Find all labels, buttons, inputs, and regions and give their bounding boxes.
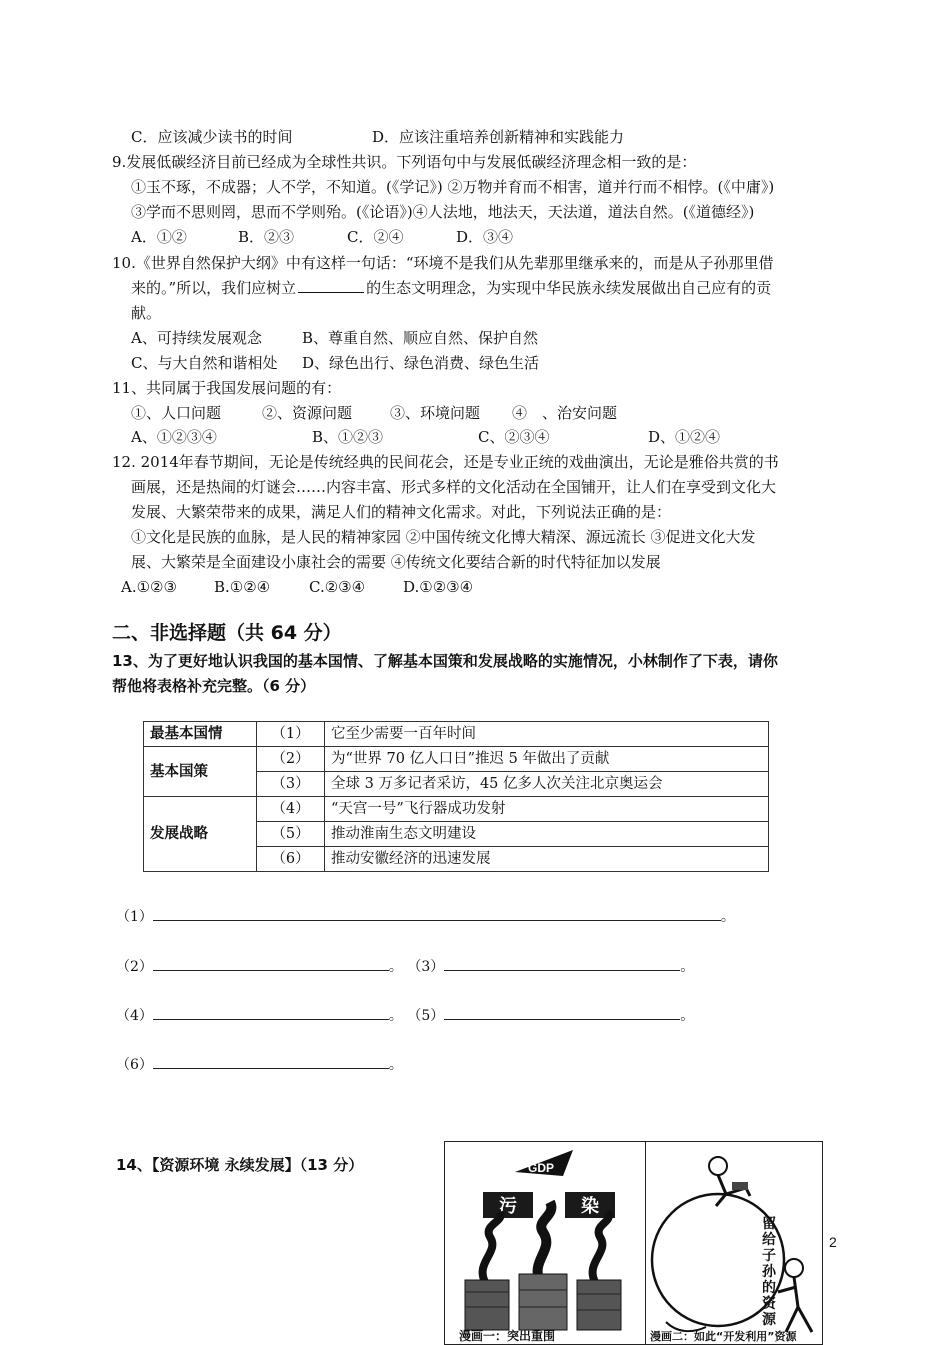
table-text: 它至少需要一百年时间 bbox=[325, 722, 769, 747]
table-row bbox=[144, 747, 769, 772]
table-num: （5） bbox=[257, 822, 325, 847]
q9-option-c: C．②④ bbox=[347, 228, 404, 246]
q13-line1: 13、为了更好地认识我国的基本国情、了解基本国策和发展战略的实施情况，小林制作了下表，请你 bbox=[112, 652, 778, 670]
q10-line1: 10.《世界自然保护大纲》中有这样一句话：“环境不是我们从先辈那里继承来的，而是从子孙那里借 bbox=[112, 254, 774, 272]
answer-line-6: （6） 。 bbox=[116, 1053, 403, 1078]
cartoon-2-vertical-text: 留给子孙的资源 bbox=[762, 1216, 776, 1328]
q12-line1: 12. 2014年春节期间，无论是传统经典的民间花会，还是专业正统的戏曲演出，无论是雅俗共赏的书 bbox=[112, 453, 779, 471]
cartoon-1-word-1: 污 bbox=[499, 1196, 517, 1217]
answer-blank-4[interactable] bbox=[153, 1005, 389, 1020]
cartoon-1-illustration bbox=[445, 1142, 645, 1344]
table-text: 推动安徽经济的迅速发展 bbox=[325, 847, 769, 872]
q11-option-c: C、②③④ bbox=[478, 428, 550, 446]
table-label-basic-condition: 最基本国情 bbox=[144, 722, 257, 747]
q9-option-b: B．②③ bbox=[238, 228, 295, 246]
q10-option-d: D、绿色出行、绿色消费、绿色生活 bbox=[302, 354, 540, 372]
table-text: 为“世界 70 亿人口日”推迟 5 年做出了贡献 bbox=[325, 747, 769, 772]
table-num: （6） bbox=[257, 847, 325, 872]
page-number: 2 bbox=[829, 1234, 837, 1250]
q13-line2: 帮他将表格补充完整。（6 分） bbox=[112, 677, 316, 695]
cartoon-1-caption: 漫画一：突出重围 bbox=[459, 1329, 556, 1343]
q12-option-d: D.①②③④ bbox=[403, 578, 474, 596]
table-num: （3） bbox=[257, 772, 325, 797]
cartoon-1-picture bbox=[444, 1141, 646, 1345]
table-num: （1） bbox=[257, 722, 325, 747]
cartoon-2-illustration bbox=[646, 1142, 822, 1344]
q9-option-d: D．③④ bbox=[456, 228, 514, 246]
q11-item-4: ④ 、治安问题 bbox=[512, 404, 618, 422]
q9-line1: ①玉不琢，不成器；人不学，不知道。(《学记》) ②万物并育而不相害，道并行而不相悖。(《中庸》) bbox=[131, 178, 775, 196]
q12-line2: 画展，还是热闹的灯谜会……内容丰富、形式多样的文化活动在全国铺开，让人们在享受到文化大 bbox=[131, 478, 777, 496]
q10-line2-before: 来的。”所以，我们应树立 bbox=[131, 279, 297, 297]
answer-line-1: （1） 。 bbox=[116, 905, 735, 930]
answer-blank-1[interactable] bbox=[153, 906, 721, 921]
q9-stem: 9.发展低碳经济目前已经成为全球性共识。下列语句中与发展低碳经济理念相一致的是： bbox=[112, 153, 697, 171]
q12-option-c: C.②③④ bbox=[309, 578, 366, 596]
table-num: （4） bbox=[257, 797, 325, 822]
cartoon-2-caption: 漫画二：如此“开发利用”资源 bbox=[650, 1330, 797, 1343]
q8-option-d: D．应该注重培养创新精神和实践能力 bbox=[372, 128, 625, 146]
q10-option-b: B、尊重自然、顺应自然、保护自然 bbox=[302, 329, 539, 347]
table-label-development-strategy: 发展战略 bbox=[144, 797, 257, 872]
q11-option-b: B、①②③ bbox=[312, 428, 384, 446]
q11-option-a: A、①②③④ bbox=[131, 428, 217, 446]
q14-title: 14、【资源环境 永续发展】（13 分） bbox=[116, 1156, 364, 1174]
answer-line-4-5: （4） 。 （5） 。 bbox=[116, 1004, 694, 1029]
q11-stem: 11、共同属于我国发展问题的有： bbox=[112, 379, 342, 397]
q12-line5: 展、大繁荣是全面建设小康社会的需要 ④传统文化要结合新的时代特征加以发展 bbox=[131, 553, 661, 571]
answer-blank-3[interactable] bbox=[444, 956, 680, 971]
q10-option-a: A、可持续发展观念 bbox=[131, 329, 262, 347]
cartoon-1-word-2: 染 bbox=[581, 1196, 599, 1217]
table-row bbox=[144, 722, 769, 747]
q8-option-c: C．应该减少读书的时间 bbox=[131, 128, 293, 146]
table-label-basic-policy: 基本国策 bbox=[144, 747, 257, 797]
q11-option-d: D、①②④ bbox=[648, 428, 721, 446]
q9-option-a: A．①② bbox=[131, 228, 187, 246]
table-row bbox=[144, 797, 769, 822]
q13-table bbox=[143, 721, 769, 872]
q12-line4: ①文化是民族的血脉，是人民的精神家园 ②中国传统文化博大精深、源远流长 ③促进文化大发 bbox=[131, 528, 756, 546]
q9-line2: ③学而不思则罔，思而不学则殆。(《论语》)④人法地，地法天，天法道，道法自然。(《道德经》) bbox=[131, 203, 755, 221]
q11-item-1: ①、人口问题 bbox=[131, 404, 222, 422]
cartoon-1-gdp-label: GDP bbox=[527, 1161, 555, 1175]
section-2-title: 二、非选择题（共 64 分） bbox=[112, 622, 342, 644]
answer-blank-6[interactable] bbox=[153, 1054, 389, 1069]
q12-option-b: B.①②④ bbox=[214, 578, 271, 596]
q12-option-a: A.①②③ bbox=[121, 578, 177, 596]
table-text: “天宫一号”飞行器成功发射 bbox=[325, 797, 769, 822]
q10-line2-after: 的生态文明理念，为实现中华民族永续发展做出自己应有的贡 bbox=[366, 279, 772, 297]
table-num: （2） bbox=[257, 747, 325, 772]
cartoon-2-picture bbox=[645, 1141, 823, 1345]
table-text: 全球 3 万多记者采访，45 亿多人次关注北京奥运会 bbox=[325, 772, 769, 797]
q10-option-c: C、与大自然和谐相处 bbox=[131, 354, 278, 372]
answer-line-2-3: （2） 。 （3） 。 bbox=[116, 955, 694, 980]
q11-item-3: ③、环境问题 bbox=[390, 404, 481, 422]
q11-item-2: ②、资源问题 bbox=[262, 404, 353, 422]
answer-blank-5[interactable] bbox=[444, 1005, 680, 1020]
q12-line3: 发展、大繁荣带来的成果，满足人们的精神文化需求。对此，下列说法正确的是： bbox=[131, 503, 672, 521]
q10-line3: 献。 bbox=[131, 304, 162, 322]
answer-blank-2[interactable] bbox=[153, 956, 389, 971]
table-text: 推动淮南生态文明建设 bbox=[325, 822, 769, 847]
q10-blank[interactable] bbox=[298, 276, 364, 293]
q10-line2 bbox=[131, 276, 771, 301]
